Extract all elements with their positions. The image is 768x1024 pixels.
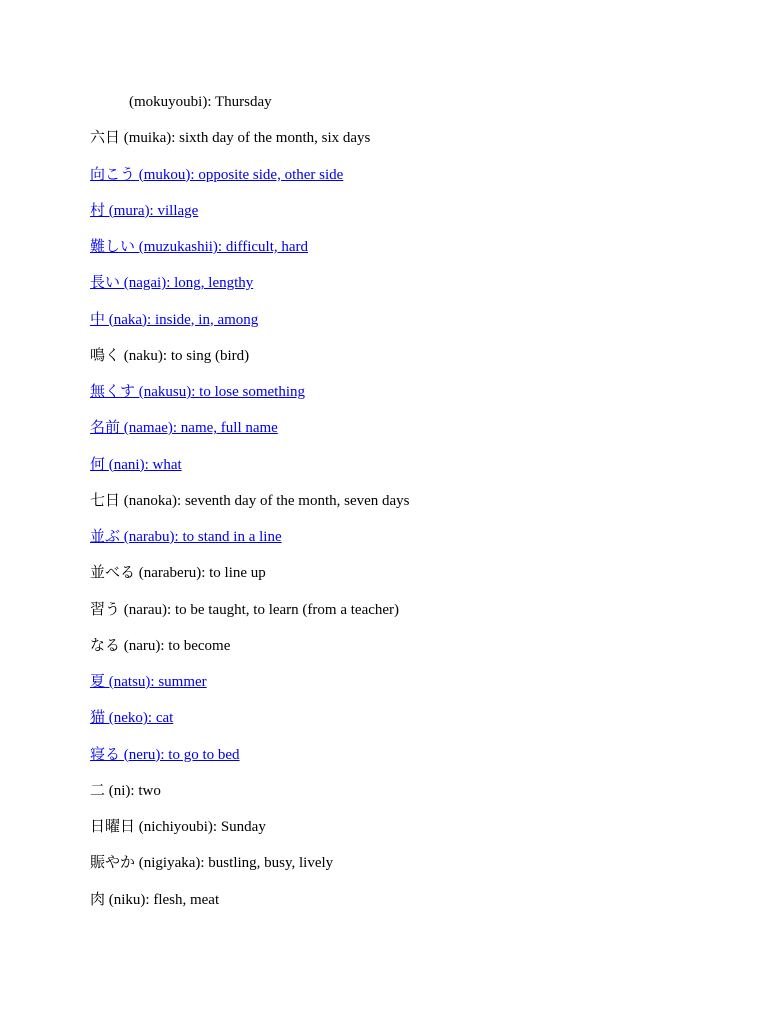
- vocab-link[interactable]: 中 (naka): inside, in, among: [90, 311, 259, 328]
- vocab-entry: [90, 129, 730, 165]
- vocab-entry-text: (mokuyoubi): Thursday: [129, 94, 272, 110]
- vocab-entry: [90, 528, 730, 564]
- vocab-entry: [90, 274, 730, 310]
- vocab-entry: [90, 601, 730, 637]
- vocab-entry: [90, 419, 730, 455]
- vocab-entry: [90, 492, 730, 528]
- vocab-entry: [90, 782, 730, 818]
- vocab-entry-text: 七日 (nanoka): seventh day of the month, seven days: [90, 492, 410, 509]
- vocab-entry: [90, 166, 730, 202]
- vocab-entry-text: 二 (ni): two: [90, 782, 161, 799]
- vocab-entry: [90, 202, 730, 238]
- vocab-entry: [90, 383, 730, 419]
- vocab-entry: [90, 456, 730, 492]
- vocab-entry-text: なる (naru): to become: [90, 637, 231, 654]
- vocab-entry: [90, 93, 730, 129]
- vocab-link[interactable]: 並ぶ (narabu): to stand in a line: [90, 529, 282, 545]
- vocab-entry: [90, 854, 730, 890]
- vocab-entry: [90, 709, 730, 745]
- vocab-entry: [90, 818, 730, 854]
- vocab-link[interactable]: 夏 (natsu): summer: [90, 674, 207, 690]
- vocab-entry: [90, 637, 730, 673]
- vocab-entry: [90, 746, 730, 782]
- vocab-entry-text: 六日 (muika): sixth day of the month, six days: [90, 130, 371, 147]
- vocab-link[interactable]: 猫 (neko): cat: [90, 710, 174, 727]
- vocab-entry-text: 日曜日 (nichiyoubi): Sunday: [90, 819, 266, 835]
- vocab-entry-text: 習う (narau): to be taught, to learn (from a teacher): [90, 601, 400, 618]
- vocab-entry: [90, 673, 730, 709]
- vocab-link[interactable]: 難しい (muzukashii): difficult, hard: [90, 239, 309, 255]
- vocab-link[interactable]: 長い (nagai): long, lengthy: [90, 275, 254, 292]
- vocab-entry-text: 並べる (naraberu): to line up: [90, 565, 266, 582]
- vocab-entry-text: 賑やか (nigiyaka): bustling, busy, lively: [90, 855, 334, 872]
- vocab-list: [90, 93, 730, 927]
- vocab-entry: [90, 891, 730, 927]
- vocab-link[interactable]: 無くす (nakusu): to lose something: [90, 384, 305, 400]
- vocab-entry: [90, 238, 730, 274]
- vocab-link[interactable]: 何 (nani): what: [90, 456, 182, 473]
- vocab-entry: [90, 564, 730, 600]
- vocab-entry-text: 肉 (niku): flesh, meat: [90, 891, 220, 908]
- vocab-link[interactable]: 名前 (namae): name, full name: [90, 420, 278, 437]
- vocab-entry: [90, 347, 730, 383]
- vocab-entry: [90, 311, 730, 347]
- vocab-link[interactable]: 寝る (neru): to go to bed: [90, 746, 240, 763]
- vocab-entry-text: 鳴く (naku): to sing (bird): [90, 347, 250, 364]
- vocab-link[interactable]: 村 (mura): village: [90, 202, 199, 219]
- vocab-link[interactable]: 向こう (mukou): opposite side, other side: [90, 166, 344, 183]
